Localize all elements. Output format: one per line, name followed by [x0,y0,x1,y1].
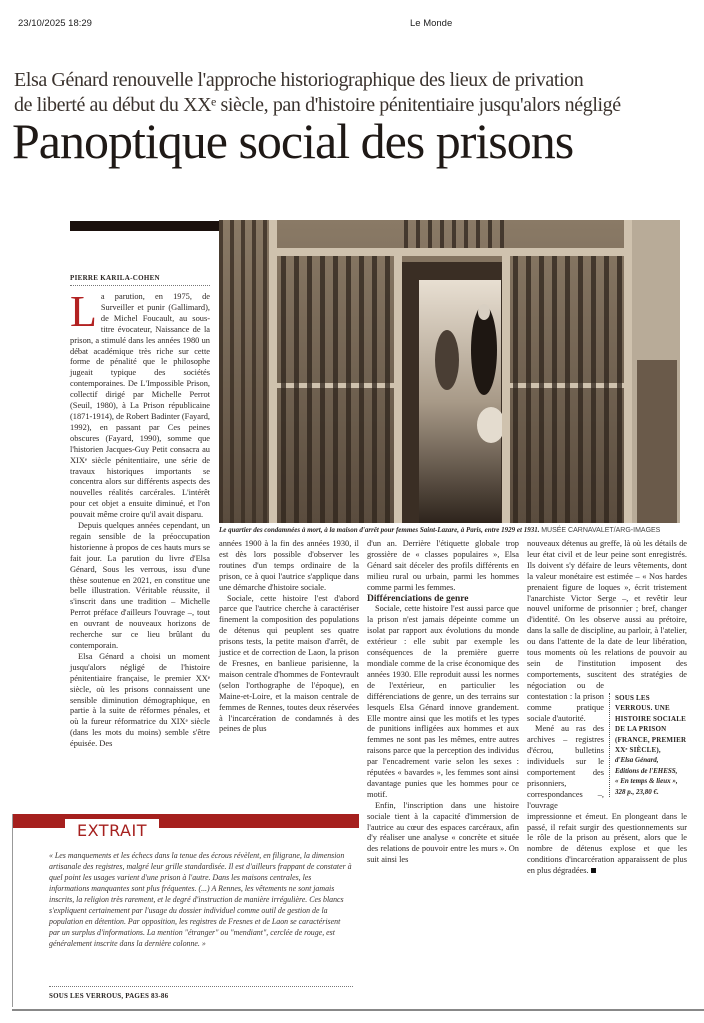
bottom-rule [12,1009,704,1011]
paragraph-text: Mené au ras des archives – registres d'écrou, bulletins individuels sur le comportement des prisonniers, correspondances –, l'ouvrage impressionne et émeut. En plongeant dans le passé, il refait surgir des questionnements sur le rôle de la prison au présent, alors que le nombre de détenus explose et que les conditions d'incarcération apparaissent de plus en plus dégradées. [527,724,687,876]
end-of-story-mark-icon [591,868,596,873]
article-column-3 [367,539,519,866]
gate-bar [333,256,338,523]
gate-bar [526,256,531,523]
gate-bar [440,220,444,248]
book-collection: « En temps & lieux », [615,777,678,786]
caption-text: Le quartier des condamnées à mort, à la maison d'arrêt pour femmes Saint-Lazare, à Paris, entre 1929 et 1931. [219,526,540,534]
gate-bar [500,220,504,248]
gate-bar [416,220,420,248]
gate-bar [241,220,245,523]
paragraph-text: a parution, en 1975, de Surveiller et punir (Gallimard), de Michel Foucault, au sous-titre évocateur, Naissance de la prison, a stimulé dans les années 1980 un débat académique très riche sur cette forme de pénalité que le philosophe jugeait typique des sociétés contemporaines. De L'Impossible Prison, collectif dirigé par Michelle Perrot (Seuil, 1980), à La Prison républicaine (1871-1914), de Robert Badinter (Fayard, 1992), en passant par Ces peines obscures (Fayard, 1990), somme que l'historien Jacques-Guy Petit consacra au XIXᵉ siècle pénitentiaire, une série de travaux historiques importants se concentra alors sur différents aspects des nouvelles réalités carcérales. L'intérêt pour cet objet a ensuite diminué, et l'on pouvait même croire qu'il avait disparu. [70,292,211,520]
gate-bar [263,220,267,523]
gate-bar [578,256,583,523]
gate-bar [252,220,256,523]
article-kicker [14,68,694,118]
drop-cap: L [70,287,97,336]
gate-bar [294,256,299,523]
gate-bar [428,220,432,248]
publication-name: Le Monde [410,18,453,29]
gate-bar [476,220,480,248]
gate-bar [539,256,544,523]
gate-bar [385,256,390,523]
book-author: d'Elsa Génard, [615,756,659,765]
gate-bar [359,256,364,523]
prison-gate-photo [219,220,680,523]
gate-bar [372,256,377,523]
gate-bar [591,256,596,523]
gate-bar [230,220,234,523]
book-publisher: Editions de l'EHESS, [615,766,678,775]
article-column-2 [219,539,359,735]
paragraph: nouveaux détenus au greffe, là où les détails de leur état civil et de leur peine sont enregistrés. Ils doivent s'y défaire de leurs vêtements, dont la valeur monétaire est estimée – « Nos hardes prenaient figure de loques », écrit tristement l'anarchiste Victor Serge –, et revêtir leur nouvel uniforme de prisonnier ; bref, changer d'identité. On les observe aussi au prétoire, dans la salle de discipline, au parloir, à l'atelier, ou dans l'attente de la date de leur libération, tous moments où les relations de pouvoir au sein de l'institution imposent des comportements, suscitent des stratégies de négociation ou de contestation : la prison comme pratique sociale d'autorité. [527,539,687,723]
paragraph: Sociale, cette histoire l'est aussi parce que la prison n'est jamais dépeinte comme un isolat par rapport aux évolutions du monde extérieur : elle subit par exemple les conséquences de la première guerre mondiale comme de la crise économique des années 1930. Elle reproduit aussi les normes de l'extérieur, en particulier les différenciations de genre, un des terrains sur lesquels Elsa Génard innove grandement. Elle montre ainsi que les motifs et les types de punitions infligées aux hommes et aux femmes ne sont pas les mêmes, entre autres raisons parce que la perception des individus par l'encadrement varie selon les sexes : réputées « bavardes », les femmes sont ainsi davantage punies que les hommes pour ce motif. [367,604,519,799]
gate-bar [307,256,312,523]
gate-bar [281,256,286,523]
article-title: Panoptique social des prisons [12,113,574,169]
gate-bar [552,256,557,523]
photo-caption [219,526,689,535]
book-info-box [609,693,687,797]
section-subhead: Différenciations de genre [367,593,469,604]
print-date: 23/10/2025 18:29 [18,18,92,29]
paragraph: Depuis quelques années cependant, un regain sensible de la préoccupation historienne à propos de ces hauts murs se fait jour. La parution du livre d'Elsa Génard, Sous les verrous, issu d'une thèse soutenue en 2021, en constitue une belle illustration. Véritable réussite, il s'inscrit dans une tradition – Michelle Perrot préface d'ailleurs l'ouvrage –, tout en ouvrant de nouveaux horizons de recherche sur ce lieu brûlant du contemporain. [70,521,210,650]
paragraph [70,287,211,521]
gate-bar [320,256,325,523]
gate-bar [452,220,456,248]
gate-bar [346,256,351,523]
kicker-line-1: Elsa Génard renouvelle l'approche historiographique des lieux de privation [14,69,584,91]
paragraph: Sociale, cette histoire l'est d'abord parce que l'autrice cherche à caractériser finement la composition des populations de détenus qui peuplent ses quatre prisons tests, la petite maison d'arrêt, de justice et de correction de Laon, la prison de Fresnes, en banlieue parisienne, la maison centrale d'hommes de Fontevrault (selon l'orthographe de l'époque), en Maine-et-Loire, et la maison centrale de femmes de Rennes, toutes deux réservées à l'incarcération de condamnés à des peines de plus [219,593,359,734]
extract-source: SOUS LES VERROUS, PAGES 83-86 [49,986,353,1000]
gate-bar [219,220,223,523]
gate-bar [565,256,570,523]
paragraph: Elsa Génard a choisi un moment jusqu'alors négligé de l'histoire pénitentiaire française, le premier XXᵉ siècle, où les prisons connaissent une sensible diminution démographique, en partie à la suite de réformes pénales, et où la fureur réformatrice du XIXᵉ siècle (dans les mots du moins) semble s'être épuisée. Des [70,651,210,749]
kicker-line-2: de liberté au début du XXᵉ siècle, pan d'histoire pénitentiaire jusqu'alors négligé [14,94,621,116]
gate-bar [488,220,492,248]
extract-box [12,814,359,1007]
paragraph: Enfin, l'inscription dans une histoire sociale tient à la capacité d'immersion de l'autrice au cœur des espaces carcéraux, afin d'y réaliser une analyse « concrète et située des relations de pouvoir entre les murs ». On suit ainsi les [367,800,519,865]
decorative-bar [70,221,220,231]
book-title: SOUS LES VERROUS. UNE HISTOIRE SOCIALE DE LA PRISON (FRANCE, PREMIER XXᵉ SIÈCLE), [615,694,687,755]
paragraph: années 1900 à la fin des années 1930, il est dès lors possible d'observer les routines d'un temps ordinaire de la prison, ce à quoi l'autrice s'applique dans une démarche d'histoire sociale. [219,539,359,592]
paragraph: d'un an. Derrière l'étiquette globale trop grossière de « classes populaires », Elsa Génard sait déceler des profils différents en milieu rural ou urbain, parmi les hommes comme parmi les femmes. [367,539,519,592]
byline: PIERRE KARILA-COHEN [70,274,210,286]
gate-bar [513,256,518,523]
extract-label: EXTRAIT [65,819,159,841]
gate-bar [617,256,622,523]
gate-bar [464,220,468,248]
photo-credit: MUSÉE CARNAVALET/ARG-IMAGES [541,527,661,534]
article-column-4 [527,539,687,877]
extract-quote: « Les manquements et les échecs dans la tenue des écrous révèlent, en filigrane, la dimension artisanale des registres, malgré leur grille standardisée. Il est d'ailleurs frappant de constater à quel point les usages varient d'une prison à l'autre. Dans les maisons centrales, les informations manquantes sont plus fréquentes. (...) A Rennes, les vêtements ne sont jamais inscrits, la religion très rarement, et le degré d'instruction de manière irrégulière. Ces blancs s'expliquent certainement par l'usage du dossier individuel comme outil de gestion de la population en détention. Par opposition, les registres de Fresnes et de Laon se caractérisent par un surplus d'informations. La mention "étranger" ou "mendiant", cerclée de rouge, est généralement inscrite dans la dernière colonne. » [49,851,352,948]
gate-bar [604,256,609,523]
article-column-1 [70,287,211,750]
book-details: 328 p., 23,80 €. [615,787,659,796]
article-photo [219,220,680,523]
gate-bar [404,220,408,248]
